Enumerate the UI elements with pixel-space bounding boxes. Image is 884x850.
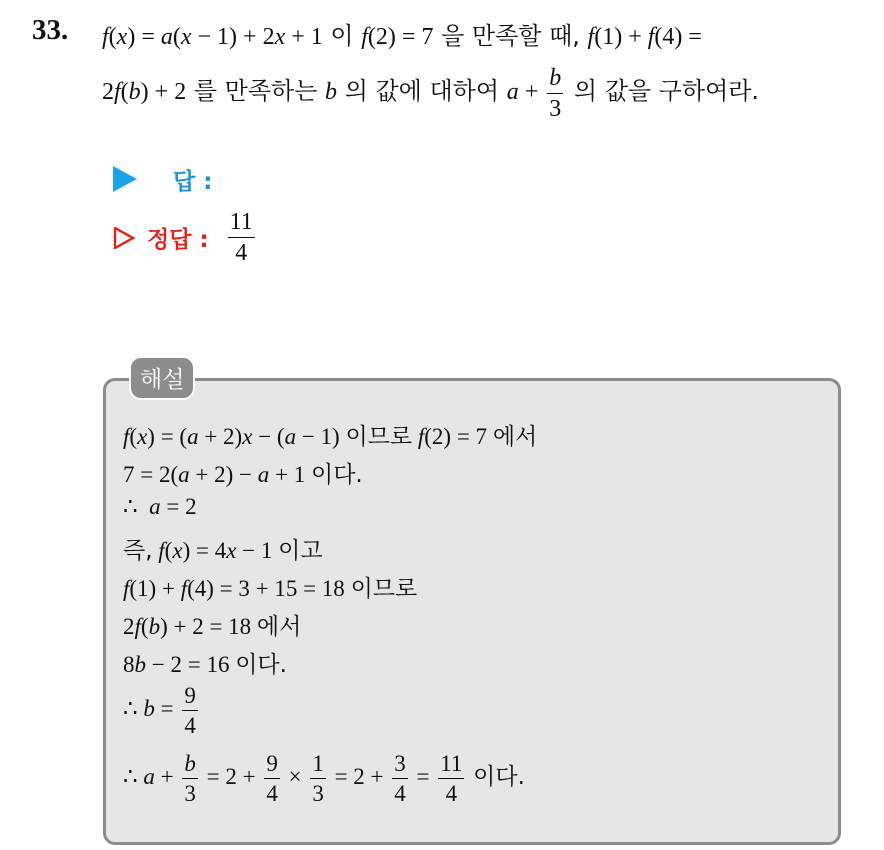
solution-line-5: f(1) + f(4) = 3 + 15 = 18 이므로 — [123, 576, 418, 602]
fraction: $\frac{b}{3}$ — [549, 65, 562, 122]
solution-line-3: ∴ a = 2 — [123, 494, 197, 519]
math-expr: 2f(b) + 2 — [102, 79, 187, 106]
solution-line-2: 7 = 2(a + 2) − a + 1 이다. — [123, 462, 363, 488]
answer-label: 답 : — [173, 168, 213, 195]
solution-line-6: 2f(b) + 2 = 18 에서 — [123, 614, 302, 640]
question-text: 의 값을 구하여라. — [573, 77, 760, 106]
math-expr: f(x) = a(x − 1) + 2x + 1 — [102, 24, 323, 50]
question-line-1 — [102, 16, 702, 51]
solution-line-4: 즉, f(x) = 4x − 1 이고 — [123, 538, 323, 564]
answer-row — [113, 162, 212, 196]
math-expr: f(2) = 7 — [361, 24, 434, 50]
correct-answer-row — [113, 210, 258, 265]
question-text: 이 — [330, 22, 354, 50]
math-expr: a + $\frac{b}{3}$ — [506, 65, 562, 122]
question-text: 의 값에 대하여 — [344, 77, 500, 106]
solution-line-8: ∴ b = $\frac{9}{4}$ — [123, 683, 196, 738]
correct-answer-label: 정답 : — [147, 227, 209, 253]
question-text: 를 만족하는 — [193, 77, 318, 106]
outline-triangle-icon — [113, 227, 135, 249]
question-line-2 — [102, 66, 759, 121]
play-triangle-icon — [113, 166, 137, 192]
solution-line-7: 8b − 2 = 16 이다. — [123, 652, 287, 678]
solution-line-1: f(x) = (a + 2)x − (a − 1) 이므로 f(2) = 7 에서 — [123, 424, 538, 450]
solution-tab: 해설 — [129, 356, 195, 400]
math-var: b — [325, 79, 338, 106]
math-expr: f(1) + f(4) = — [587, 24, 702, 50]
question-text: 을 만족할 때, — [441, 22, 580, 50]
solution-line-9: ∴ a + $\frac{b}{3}$ = 2 + $\frac{9}{4}$ × $\frac{1}{3}$ = 2 + $\frac{3}{4}$ = $\frac{11}{4}$ 이다. — [123, 751, 525, 806]
correct-answer-value: $\frac{11}{4}$ — [229, 209, 253, 266]
question-number: 33. — [32, 14, 69, 46]
